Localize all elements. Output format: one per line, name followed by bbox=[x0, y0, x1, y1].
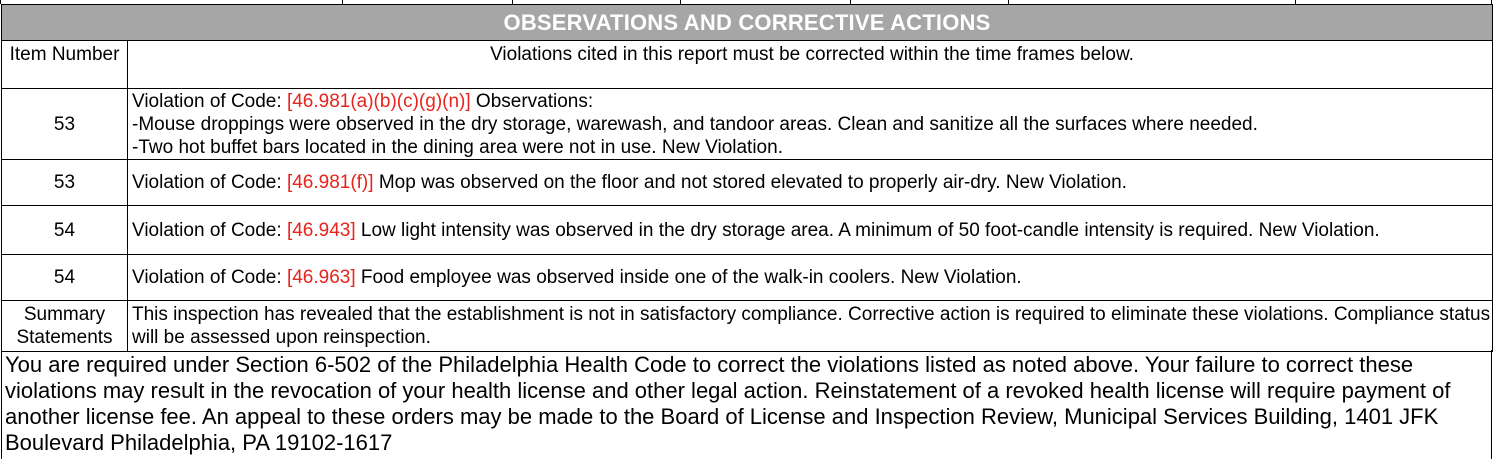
summary-row bbox=[2, 301, 1493, 352]
item-number: 53 bbox=[2, 89, 128, 160]
intro-row bbox=[2, 41, 1493, 89]
violation-prefix: Violation of Code: bbox=[132, 219, 287, 241]
legal-notice bbox=[1, 350, 1492, 459]
violation-code: [46.981(f)] bbox=[286, 172, 374, 193]
intro-text: Violations cited in this report must be corrected within the time frames below. bbox=[128, 41, 1493, 89]
item-number-label: Item Number bbox=[2, 41, 128, 89]
violation-observation: Food employee was observed inside one of the walk-in coolers. New Violation. bbox=[355, 267, 1022, 288]
violation-text bbox=[128, 160, 1493, 206]
violation-code: [46.981(a)(b)(c)(g)(n)] bbox=[286, 90, 471, 112]
violation-code: [46.943] bbox=[286, 219, 356, 241]
violation-observation: Mop was observed on the floor and not stored elevated to properly air-dry. New Violation. bbox=[373, 172, 1127, 193]
violation-prefix: Violation of Code: bbox=[132, 172, 287, 193]
table-row bbox=[2, 255, 1493, 301]
violation-prefix: Violation of Code: bbox=[132, 267, 287, 288]
violation-observation: Low light intensity was observed in the dry storage area. A minimum of 50 foot-candle intensity is required. New Violation. bbox=[355, 219, 1380, 241]
section-title: OBSERVATIONS AND CORRECTIVE ACTIONS bbox=[2, 5, 1493, 41]
table-row bbox=[2, 206, 1493, 255]
section-header-row bbox=[2, 5, 1493, 41]
violation-observation: Observations: -Mouse droppings were observed in the dry storage, warewash, and tandoor areas. Clean and sanitize all the surfaces where needed. -Two hot buffet bars located in the dining area were not in use. New Violation. bbox=[132, 90, 1258, 158]
item-number: 54 bbox=[2, 206, 128, 255]
table-row bbox=[2, 160, 1493, 206]
violation-prefix: Violation of Code: bbox=[132, 90, 287, 112]
violation-text bbox=[128, 89, 1493, 160]
table-row bbox=[2, 89, 1493, 160]
summary-text: This inspection has revealed that the establishment is not in satisfactory compliance. Corrective action is required to eliminate these violations. Compliance status will be assessed upon reinspection. bbox=[128, 301, 1493, 352]
item-number: 54 bbox=[2, 255, 128, 301]
legal-notice-text: You are required under Section 6-502 of the Philadelphia Health Code to correct the violations listed as noted above. Your failure to correct these violations may result in the revocation of your health license and other legal action. Reinstatement of a revoked health license will require payment of another license fee. An appeal to these orders may be made to the Board of License and Inspection Review, Municipal Services Building, 1401 JFK Boulevard Philadelphia, PA 19102-1617 bbox=[5, 352, 1451, 455]
violation-text bbox=[128, 255, 1493, 301]
summary-label: Summary Statements bbox=[2, 301, 128, 352]
item-number: 53 bbox=[2, 160, 128, 206]
violation-text bbox=[128, 206, 1493, 255]
violation-code: [46.963] bbox=[286, 267, 356, 288]
observations-table bbox=[1, 4, 1493, 352]
